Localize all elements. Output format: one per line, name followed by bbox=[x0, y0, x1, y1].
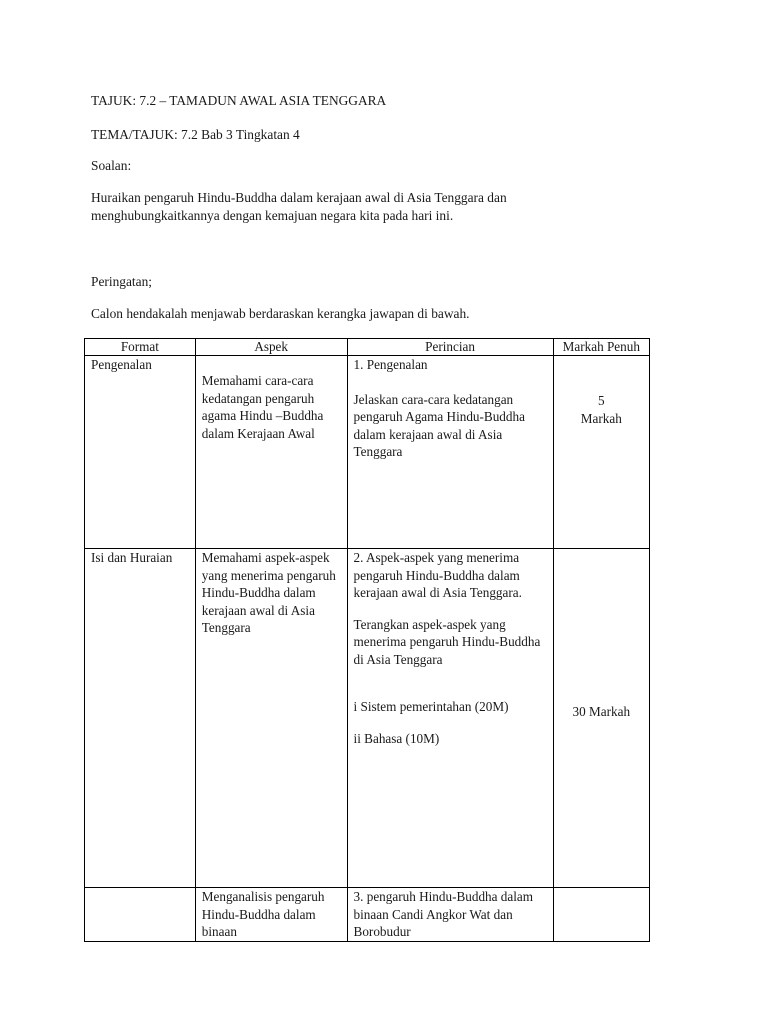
question-text: Huraikan pengaruh Hindu-Buddha dalam kerajaan awal di Asia Tenggara dan menghubungkaitkannya dengan kemajuan negara kita pada hari ini. bbox=[91, 190, 507, 223]
answer-framework-table bbox=[84, 338, 650, 942]
perincian-cell bbox=[347, 549, 553, 888]
perincian-cell: 3. pengaruh Hindu-Buddha dalam binaan Candi Angkor Wat dan Borobudur bbox=[347, 888, 553, 942]
table-row bbox=[85, 549, 650, 888]
perincian-item-2: ii Bahasa (10M) bbox=[353, 730, 440, 746]
perincian-title: 1. Pengenalan bbox=[353, 357, 428, 372]
markah-cell bbox=[553, 356, 649, 549]
aspek-text: Memahami aspek-aspek yang menerima pengaruh Hindu-Buddha dalam kerajaan awal di Asia Tenggara bbox=[201, 550, 336, 635]
perincian-title: 2. Aspek-aspek yang menerima pengaruh Hindu-Buddha dalam kerajaan awal di Asia Tenggara. bbox=[353, 550, 522, 600]
aspek-cell bbox=[195, 356, 347, 549]
table-row bbox=[85, 356, 650, 549]
format-cell: Pengenalan bbox=[85, 356, 196, 549]
markah-text: 30 Markah bbox=[572, 704, 631, 720]
table-header-row bbox=[85, 339, 650, 356]
header-perincian: Perincian bbox=[347, 339, 553, 356]
header-aspek: Aspek bbox=[195, 339, 347, 356]
peringatan-label: Peringatan; bbox=[91, 274, 152, 289]
aspek-cell bbox=[195, 549, 347, 888]
perincian-body: Jelaskan cara-cara kedatangan pengaruh Agama Hindu-Buddha dalam kerajaan awal di Asia Tenggara bbox=[353, 391, 525, 459]
aspek-cell: Menganalisis pengaruh Hindu-Buddha dalam binaan bbox=[195, 888, 347, 942]
aspek-text: Memahami cara-cara kedatangan pengaruh agama Hindu –Buddha dalam Kerajaan Awal bbox=[201, 373, 324, 441]
markah-cell bbox=[553, 549, 649, 888]
tajuk-heading: TAJUK: 7.2 – TAMADUN AWAL ASIA TENGGARA bbox=[91, 93, 387, 108]
perincian-body: Terangkan aspek-aspek yang menerima pengaruh Hindu-Buddha di Asia Tenggara bbox=[353, 616, 541, 667]
perincian-cell bbox=[347, 356, 553, 549]
format-cell bbox=[85, 888, 196, 942]
table-row bbox=[85, 888, 650, 942]
format-cell: Isi dan Huraian bbox=[85, 549, 196, 888]
perincian-item-1: i Sistem pemerintahan (20M) bbox=[353, 699, 509, 714]
header-markah: Markah Penuh bbox=[553, 339, 649, 356]
header-format: Format bbox=[85, 339, 196, 356]
soalan-label: Soalan: bbox=[91, 158, 132, 173]
markah-value: 5 bbox=[598, 393, 605, 408]
markah-unit: Markah bbox=[580, 410, 622, 426]
tema-heading: TEMA/TAJUK: 7.2 Bab 3 Tingkatan 4 bbox=[91, 127, 300, 142]
markah-cell bbox=[553, 888, 649, 942]
instruction-text: Calon hendakalah menjawab berdaraskan kerangka jawapan di bawah. bbox=[91, 306, 470, 321]
